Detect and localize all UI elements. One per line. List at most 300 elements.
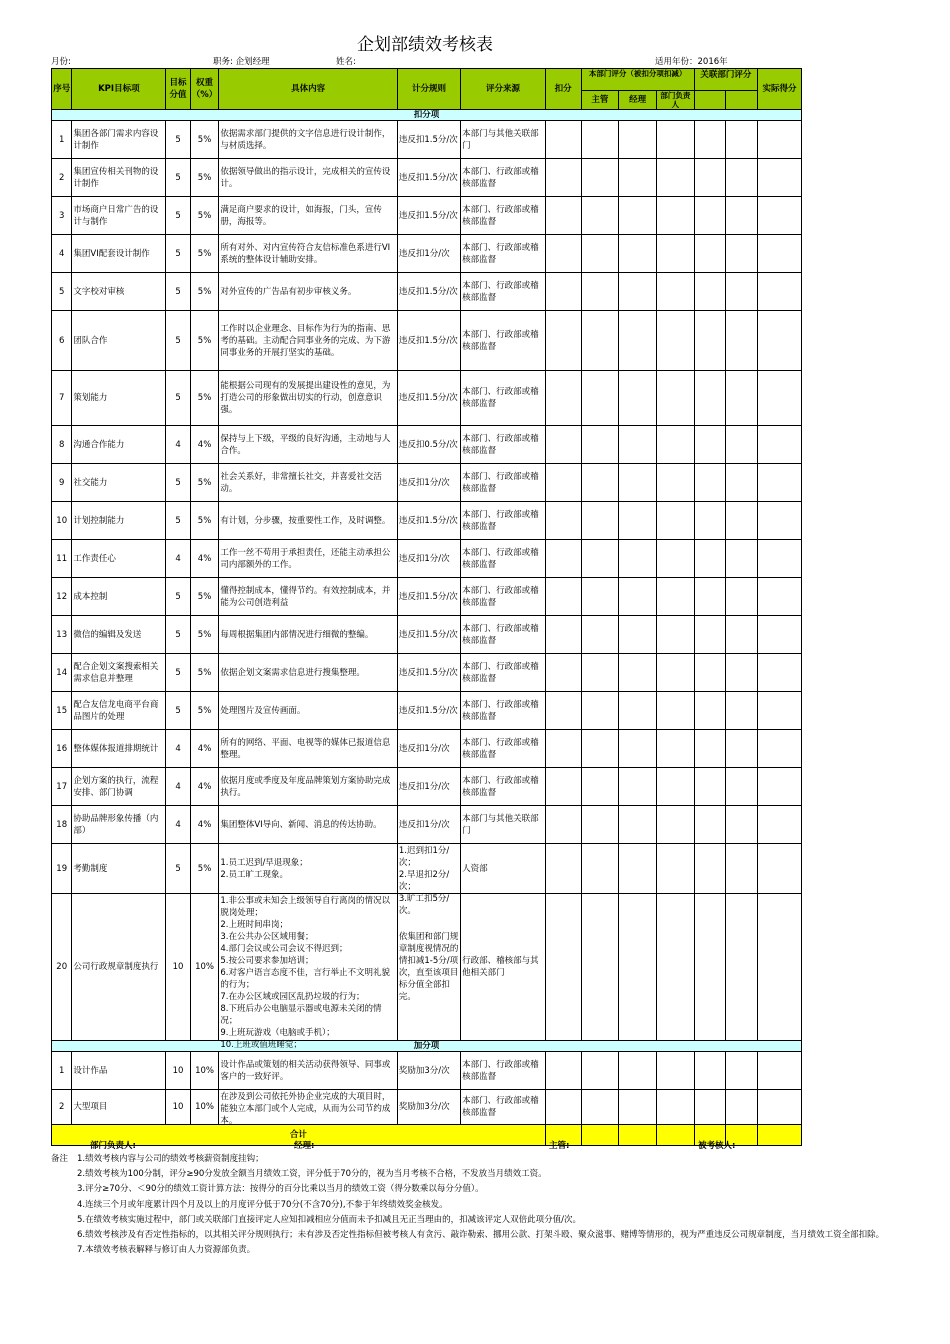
dept-head-score[interactable] xyxy=(657,540,695,578)
dept-head-score[interactable] xyxy=(657,1090,695,1125)
target-score-text: 4 xyxy=(175,439,181,450)
kpi-item xyxy=(72,692,166,730)
supervisor-score[interactable] xyxy=(581,197,619,235)
target-score-text: 5 xyxy=(175,286,181,297)
manager-score[interactable] xyxy=(619,1052,657,1090)
weight-value-text: 10% xyxy=(195,1065,214,1076)
related-score-b[interactable] xyxy=(726,502,758,540)
deduct-input[interactable] xyxy=(545,235,581,273)
score-source-text: 本部门、行政部或稽核部监督 xyxy=(462,329,539,352)
scoring-rule xyxy=(397,844,460,916)
actual-score[interactable] xyxy=(758,1090,802,1125)
actual-score[interactable] xyxy=(758,311,802,371)
related-score-a[interactable] xyxy=(694,730,726,768)
table-row xyxy=(52,1052,802,1090)
row-number-text: 12 xyxy=(56,591,68,602)
deduct-input[interactable] xyxy=(545,197,581,235)
content-text-text: 依据领导做出的指示设计，完成相关的宣传设计。 xyxy=(220,166,391,189)
actual-score[interactable] xyxy=(758,768,802,806)
related-score-a[interactable] xyxy=(694,426,726,464)
score-source xyxy=(461,1090,546,1125)
supervisor-score[interactable] xyxy=(581,1090,619,1125)
related-score-b[interactable] xyxy=(726,540,758,578)
weight-value xyxy=(190,235,219,273)
dept-head-score[interactable] xyxy=(657,273,695,311)
related-score-b[interactable] xyxy=(726,159,758,197)
manager-score[interactable] xyxy=(619,844,657,894)
row-number xyxy=(52,235,72,273)
content-text xyxy=(219,806,398,844)
deduct-input[interactable] xyxy=(545,654,581,692)
related-score-a[interactable] xyxy=(694,197,726,235)
kpi-item xyxy=(72,426,166,464)
supervisor-score[interactable] xyxy=(581,311,619,371)
kpi-item-text: 大型项目 xyxy=(73,1102,108,1112)
row-number-text: 3 xyxy=(58,210,65,221)
scoring-rule-text: 依集团和部门规章制度视情况的情扣减1-5分/项次，直至该项目标分值全部扣完。 xyxy=(398,932,459,1002)
related-score-b[interactable] xyxy=(726,311,758,371)
deduct-input[interactable] xyxy=(545,273,581,311)
related-score-b[interactable] xyxy=(726,197,758,235)
row-number-text: 17 xyxy=(56,781,68,792)
header-rule: 计分规则 xyxy=(397,69,460,110)
manager-score[interactable] xyxy=(619,197,657,235)
dept-head-score[interactable] xyxy=(657,768,695,806)
dept-head-score[interactable] xyxy=(657,578,695,616)
related-score-b[interactable] xyxy=(726,654,758,692)
weight-value xyxy=(190,121,219,159)
manager-score[interactable] xyxy=(619,616,657,654)
year-label: 适用年份：2016年 xyxy=(655,57,728,67)
target-score xyxy=(166,197,190,235)
supervisor-score[interactable] xyxy=(581,692,619,730)
dept-head-score[interactable] xyxy=(657,235,695,273)
row-number xyxy=(52,654,72,692)
score-source xyxy=(461,806,546,844)
supervisor-score[interactable] xyxy=(581,1052,619,1090)
sign-supervisor: 主管: xyxy=(549,1141,570,1151)
score-source xyxy=(461,540,546,578)
content-text xyxy=(219,426,398,464)
target-score xyxy=(166,654,190,692)
actual-score[interactable] xyxy=(758,578,802,616)
score-source xyxy=(461,371,546,426)
related-score-b[interactable] xyxy=(726,235,758,273)
dept-head-score[interactable] xyxy=(657,844,695,894)
related-score-a[interactable] xyxy=(694,616,726,654)
manager-score[interactable] xyxy=(619,371,657,426)
total-label: 合计 xyxy=(52,1125,546,1146)
weight-value xyxy=(190,159,219,197)
related-score-a[interactable] xyxy=(694,1052,726,1090)
related-score-a[interactable] xyxy=(694,121,726,159)
related-score-a[interactable] xyxy=(694,894,726,1041)
scoring-rule-text: 违反扣1.5分/次 xyxy=(398,134,458,145)
note-line: 4.连续三个月或年度累计四个月及以上的月度评分低于70分(不含70分),不参于年终绩效奖金核发。 xyxy=(77,1199,448,1210)
related-score-a[interactable] xyxy=(694,273,726,311)
related-score-b[interactable] xyxy=(726,426,758,464)
target-score xyxy=(166,159,190,197)
score-source-text: 本部门、行政部或稽核部监督 xyxy=(462,433,539,456)
deduct-input[interactable] xyxy=(545,894,581,1041)
header-related-a xyxy=(694,91,726,110)
content-text xyxy=(219,730,398,768)
score-source-text: 本部门、行政部或稽核部监督 xyxy=(462,509,539,532)
related-score-b[interactable] xyxy=(726,806,758,844)
manager-score[interactable] xyxy=(619,768,657,806)
total-dept-head xyxy=(657,1125,695,1146)
kpi-item xyxy=(72,616,166,654)
deduct-input[interactable] xyxy=(545,464,581,502)
manager-score[interactable] xyxy=(619,121,657,159)
target-score-text: 10 xyxy=(172,962,184,972)
row-number-text: 1 xyxy=(58,134,65,145)
manager-score[interactable] xyxy=(619,806,657,844)
weight-value-text: 5% xyxy=(197,210,212,221)
deduct-input[interactable] xyxy=(545,1052,581,1090)
supervisor-score[interactable] xyxy=(581,616,619,654)
content-text-text: 每周根据集团内部情况进行细微的整编。 xyxy=(220,629,374,640)
scoring-rule xyxy=(397,273,460,311)
actual-score[interactable] xyxy=(758,540,802,578)
content-text xyxy=(219,159,398,197)
header-actual: 实际得分 xyxy=(758,69,802,110)
weight-value xyxy=(190,502,219,540)
content-text-text: 有计划，分步骤，按重要性工作，及时调整。 xyxy=(220,515,391,526)
kpi-item-text: 整体媒体报道排期统计 xyxy=(73,743,159,754)
actual-score[interactable] xyxy=(758,616,802,654)
deduct-input[interactable] xyxy=(545,311,581,371)
actual-score[interactable] xyxy=(758,806,802,844)
target-score-text: 5 xyxy=(175,248,181,259)
scoring-rule xyxy=(397,730,460,768)
kpi-item xyxy=(72,273,166,311)
supervisor-score[interactable] xyxy=(581,844,619,894)
related-score-a[interactable] xyxy=(694,159,726,197)
weight-value xyxy=(190,371,219,426)
deduct-input[interactable] xyxy=(545,371,581,426)
manager-score[interactable] xyxy=(619,730,657,768)
related-score-b[interactable] xyxy=(726,844,758,894)
row-number-text: 5 xyxy=(58,286,65,297)
score-source xyxy=(461,273,546,311)
target-score xyxy=(166,616,190,654)
kpi-item-text: 成本控制 xyxy=(73,591,108,602)
row-number xyxy=(52,371,72,426)
deduct-input[interactable] xyxy=(545,1090,581,1125)
row-number-text: 19 xyxy=(56,863,68,874)
dept-head-score[interactable] xyxy=(657,311,695,371)
related-score-a[interactable] xyxy=(694,768,726,806)
content-text-text: 工作一丝不苟用于承担责任，还能主动承担公司内部额外的工作。 xyxy=(220,547,391,570)
weight-value-text: 5% xyxy=(197,591,212,602)
deduct-input[interactable] xyxy=(545,426,581,464)
section-bonus: 加分项 xyxy=(52,1041,802,1052)
kpi-item xyxy=(72,806,166,844)
kpi-item xyxy=(72,197,166,235)
deduct-input[interactable] xyxy=(545,159,581,197)
deduct-input[interactable] xyxy=(545,540,581,578)
row-number xyxy=(52,121,72,159)
actual-score[interactable] xyxy=(758,371,802,426)
related-score-a[interactable] xyxy=(694,235,726,273)
kpi-table xyxy=(51,68,802,1146)
deduct-input[interactable] xyxy=(545,692,581,730)
supervisor-score[interactable] xyxy=(581,806,619,844)
weight-value xyxy=(190,197,219,235)
weight-value xyxy=(190,1090,219,1125)
supervisor-score[interactable] xyxy=(581,159,619,197)
weight-value-text: 4% xyxy=(197,781,212,792)
actual-score[interactable] xyxy=(758,844,802,894)
supervisor-score[interactable] xyxy=(581,768,619,806)
weight-value xyxy=(190,273,219,311)
manager-score[interactable] xyxy=(619,692,657,730)
supervisor-score[interactable] xyxy=(581,273,619,311)
kpi-item xyxy=(72,502,166,540)
content-text-text: 社会关系好，非常擅长社交，并喜爱社交活动。 xyxy=(220,471,382,494)
deduct-input[interactable] xyxy=(545,730,581,768)
score-source-text: 本部门、行政部或稽核部监督 xyxy=(462,204,539,227)
manager-score[interactable] xyxy=(619,273,657,311)
weight-value-text: 5% xyxy=(197,515,212,526)
content-text-text: 依据需求部门提供的文字信息进行设计制作，与材质选择。 xyxy=(220,128,391,151)
kpi-item xyxy=(72,730,166,768)
score-source-text: 本部门、行政部或稽核部监督 xyxy=(462,1096,539,1118)
content-text xyxy=(219,197,398,235)
score-source-text: 本部门、行政部或稽核部监督 xyxy=(462,737,539,760)
scoring-rule-text: 违反扣1.5分/次 xyxy=(398,335,458,346)
weight-value-text: 5% xyxy=(197,286,212,297)
related-score-a[interactable] xyxy=(694,844,726,894)
dept-head-score[interactable] xyxy=(657,464,695,502)
table-row xyxy=(52,844,802,894)
actual-score[interactable] xyxy=(758,894,802,1041)
dept-head-score[interactable] xyxy=(657,654,695,692)
supervisor-score[interactable] xyxy=(581,578,619,616)
weight-value-text: 5% xyxy=(197,629,212,640)
deduct-input[interactable] xyxy=(545,768,581,806)
deduct-input[interactable] xyxy=(545,121,581,159)
note-line: 3.评分≥70分、＜90分的绩效工资计算方法：按得分的百分比乘以当月的绩效工资（得分数乘以每分分值）。 xyxy=(77,1184,484,1195)
manager-score[interactable] xyxy=(619,894,657,1041)
weight-value xyxy=(190,464,219,502)
manager-score[interactable] xyxy=(619,464,657,502)
related-score-b[interactable] xyxy=(726,768,758,806)
table-row xyxy=(52,235,802,273)
related-score-b[interactable] xyxy=(726,616,758,654)
actual-score[interactable] xyxy=(758,502,802,540)
row-number xyxy=(52,1090,72,1125)
row-number-text: 14 xyxy=(56,667,68,678)
header-source: 评分来源 xyxy=(461,69,546,110)
related-score-b[interactable] xyxy=(726,121,758,159)
content-text-text: 设计作品或策划的相关活动获得领导、同事或客户的一致好评。 xyxy=(220,1059,391,1082)
target-score xyxy=(166,894,190,1041)
weight-value xyxy=(190,426,219,464)
manager-score[interactable] xyxy=(619,1090,657,1125)
kpi-item xyxy=(72,894,166,1041)
actual-score[interactable] xyxy=(758,426,802,464)
manager-score[interactable] xyxy=(619,578,657,616)
target-score xyxy=(166,121,190,159)
total-actual xyxy=(758,1125,802,1146)
scoring-rule-text: 1.迟到扣1分/次； 2.早退扣2分/次； 3.旷工扣5分/次。 xyxy=(398,845,450,916)
supervisor-score[interactable] xyxy=(581,654,619,692)
score-source-text: 本部门、行政部或稽核部监督 xyxy=(462,387,539,409)
actual-score[interactable] xyxy=(758,730,802,768)
related-score-b[interactable] xyxy=(726,1090,758,1125)
related-score-a[interactable] xyxy=(694,654,726,692)
table-row xyxy=(52,654,802,692)
dept-head-score[interactable] xyxy=(657,730,695,768)
supervisor-score[interactable] xyxy=(581,235,619,273)
scoring-rule-text: 违反扣0.5分/次 xyxy=(398,439,458,450)
kpi-item-text: 市场商户日常广告的设计与制作 xyxy=(73,204,159,227)
weight-value-text: 5% xyxy=(197,477,212,488)
kpi-item xyxy=(72,121,166,159)
content-text-text: 保持与上下级，平级的良好沟通，主动地与人合作。 xyxy=(220,433,391,456)
dept-head-score[interactable] xyxy=(657,616,695,654)
header-dept-head: 部门负责人 xyxy=(657,91,695,110)
target-score xyxy=(166,730,190,768)
row-number xyxy=(52,806,72,844)
related-score-b[interactable] xyxy=(726,730,758,768)
table-row xyxy=(52,371,802,426)
weight-value xyxy=(190,692,219,730)
related-score-b[interactable] xyxy=(726,371,758,426)
dept-head-score[interactable] xyxy=(657,502,695,540)
actual-score[interactable] xyxy=(758,159,802,197)
related-score-a[interactable] xyxy=(694,578,726,616)
dept-head-score[interactable] xyxy=(657,1052,695,1090)
related-score-a[interactable] xyxy=(694,1090,726,1125)
actual-score[interactable] xyxy=(758,692,802,730)
manager-score[interactable] xyxy=(619,235,657,273)
kpi-item xyxy=(72,1052,166,1090)
header-supervisor: 主管 xyxy=(581,91,619,110)
scoring-rule-text: 奖励加3分/次 xyxy=(398,1102,450,1112)
row-number xyxy=(52,426,72,464)
related-score-b[interactable] xyxy=(726,273,758,311)
note-line: 5.在绩效考核实施过程中，部门或关联部门直接评定人应知扣减相应分值而未予扣减且无正当理由的，扣减该评定人双倍此项分值/次。 xyxy=(77,1214,581,1225)
related-score-a[interactable] xyxy=(694,464,726,502)
deduct-input[interactable] xyxy=(545,844,581,894)
supervisor-score[interactable] xyxy=(581,371,619,426)
dept-head-score[interactable] xyxy=(657,159,695,197)
target-score xyxy=(166,844,190,894)
manager-score[interactable] xyxy=(619,502,657,540)
supervisor-score[interactable] xyxy=(581,730,619,768)
dept-head-score[interactable] xyxy=(657,371,695,426)
manager-score[interactable] xyxy=(619,311,657,371)
weight-value xyxy=(190,616,219,654)
actual-score[interactable] xyxy=(758,197,802,235)
deduct-input[interactable] xyxy=(545,616,581,654)
related-score-a[interactable] xyxy=(694,806,726,844)
score-source-text: 本部门、行政部或稽核部监督 xyxy=(462,280,539,303)
deduct-input[interactable] xyxy=(545,806,581,844)
related-score-b[interactable] xyxy=(726,1052,758,1090)
dept-head-score[interactable] xyxy=(657,197,695,235)
actual-score[interactable] xyxy=(758,654,802,692)
related-score-b[interactable] xyxy=(726,894,758,1041)
actual-score[interactable] xyxy=(758,273,802,311)
related-score-a[interactable] xyxy=(694,502,726,540)
actual-score[interactable] xyxy=(758,464,802,502)
related-score-b[interactable] xyxy=(726,464,758,502)
actual-score[interactable] xyxy=(758,121,802,159)
table-row xyxy=(52,806,802,844)
supervisor-score[interactable] xyxy=(581,121,619,159)
deduct-input[interactable] xyxy=(545,502,581,540)
related-score-b[interactable] xyxy=(726,692,758,730)
supervisor-score[interactable] xyxy=(581,502,619,540)
supervisor-score[interactable] xyxy=(581,540,619,578)
related-score-a[interactable] xyxy=(694,692,726,730)
content-text-text: 1.员工迟到/早退现象； 2.员工旷工现象。 xyxy=(220,857,308,880)
related-score-b[interactable] xyxy=(726,578,758,616)
content-text-text: 依据企划文案需求信息进行搜集整理。 xyxy=(220,667,365,678)
score-source xyxy=(461,578,546,616)
table-row xyxy=(52,578,802,616)
row-number xyxy=(52,692,72,730)
scoring-rule xyxy=(397,616,460,654)
manager-score[interactable] xyxy=(619,426,657,464)
dept-head-score[interactable] xyxy=(657,894,695,1041)
header-seq: 序号 xyxy=(52,69,72,110)
manager-score[interactable] xyxy=(619,159,657,197)
deduct-input[interactable] xyxy=(545,578,581,616)
related-score-a[interactable] xyxy=(694,540,726,578)
supervisor-score[interactable] xyxy=(581,426,619,464)
score-source xyxy=(461,692,546,730)
manager-score[interactable] xyxy=(619,654,657,692)
header-related-eval: 关联部门评分 xyxy=(694,69,757,91)
row-number xyxy=(52,502,72,540)
actual-score[interactable] xyxy=(758,1052,802,1090)
dept-head-score[interactable] xyxy=(657,692,695,730)
dept-head-score[interactable] xyxy=(657,806,695,844)
row-number xyxy=(52,844,72,894)
header-manager: 经理 xyxy=(619,91,657,110)
supervisor-score[interactable] xyxy=(581,464,619,502)
target-score-text: 10 xyxy=(172,1065,184,1076)
sign-assessee: 被考核人: xyxy=(698,1141,736,1151)
manager-score[interactable] xyxy=(619,540,657,578)
dept-head-score[interactable] xyxy=(657,426,695,464)
dept-head-score[interactable] xyxy=(657,121,695,159)
kpi-item xyxy=(72,1090,166,1125)
target-score-text: 5 xyxy=(175,863,181,874)
row-number-text: 20 xyxy=(56,962,68,972)
row-number-text: 8 xyxy=(58,439,65,450)
table-row xyxy=(52,464,802,502)
scoring-rule-text: 违反扣1分/次 xyxy=(398,743,450,754)
related-score-a[interactable] xyxy=(694,371,726,426)
related-score-a[interactable] xyxy=(694,311,726,371)
score-source xyxy=(461,197,546,235)
row-number-text: 7 xyxy=(58,393,65,403)
actual-score[interactable] xyxy=(758,235,802,273)
notes-label: 备注 xyxy=(51,1154,69,1164)
weight-value xyxy=(190,844,219,894)
supervisor-score[interactable] xyxy=(581,894,619,1041)
name-label: 姓名: xyxy=(336,57,356,67)
header-related-b xyxy=(726,91,758,110)
content-text xyxy=(219,1090,398,1125)
target-score xyxy=(166,426,190,464)
